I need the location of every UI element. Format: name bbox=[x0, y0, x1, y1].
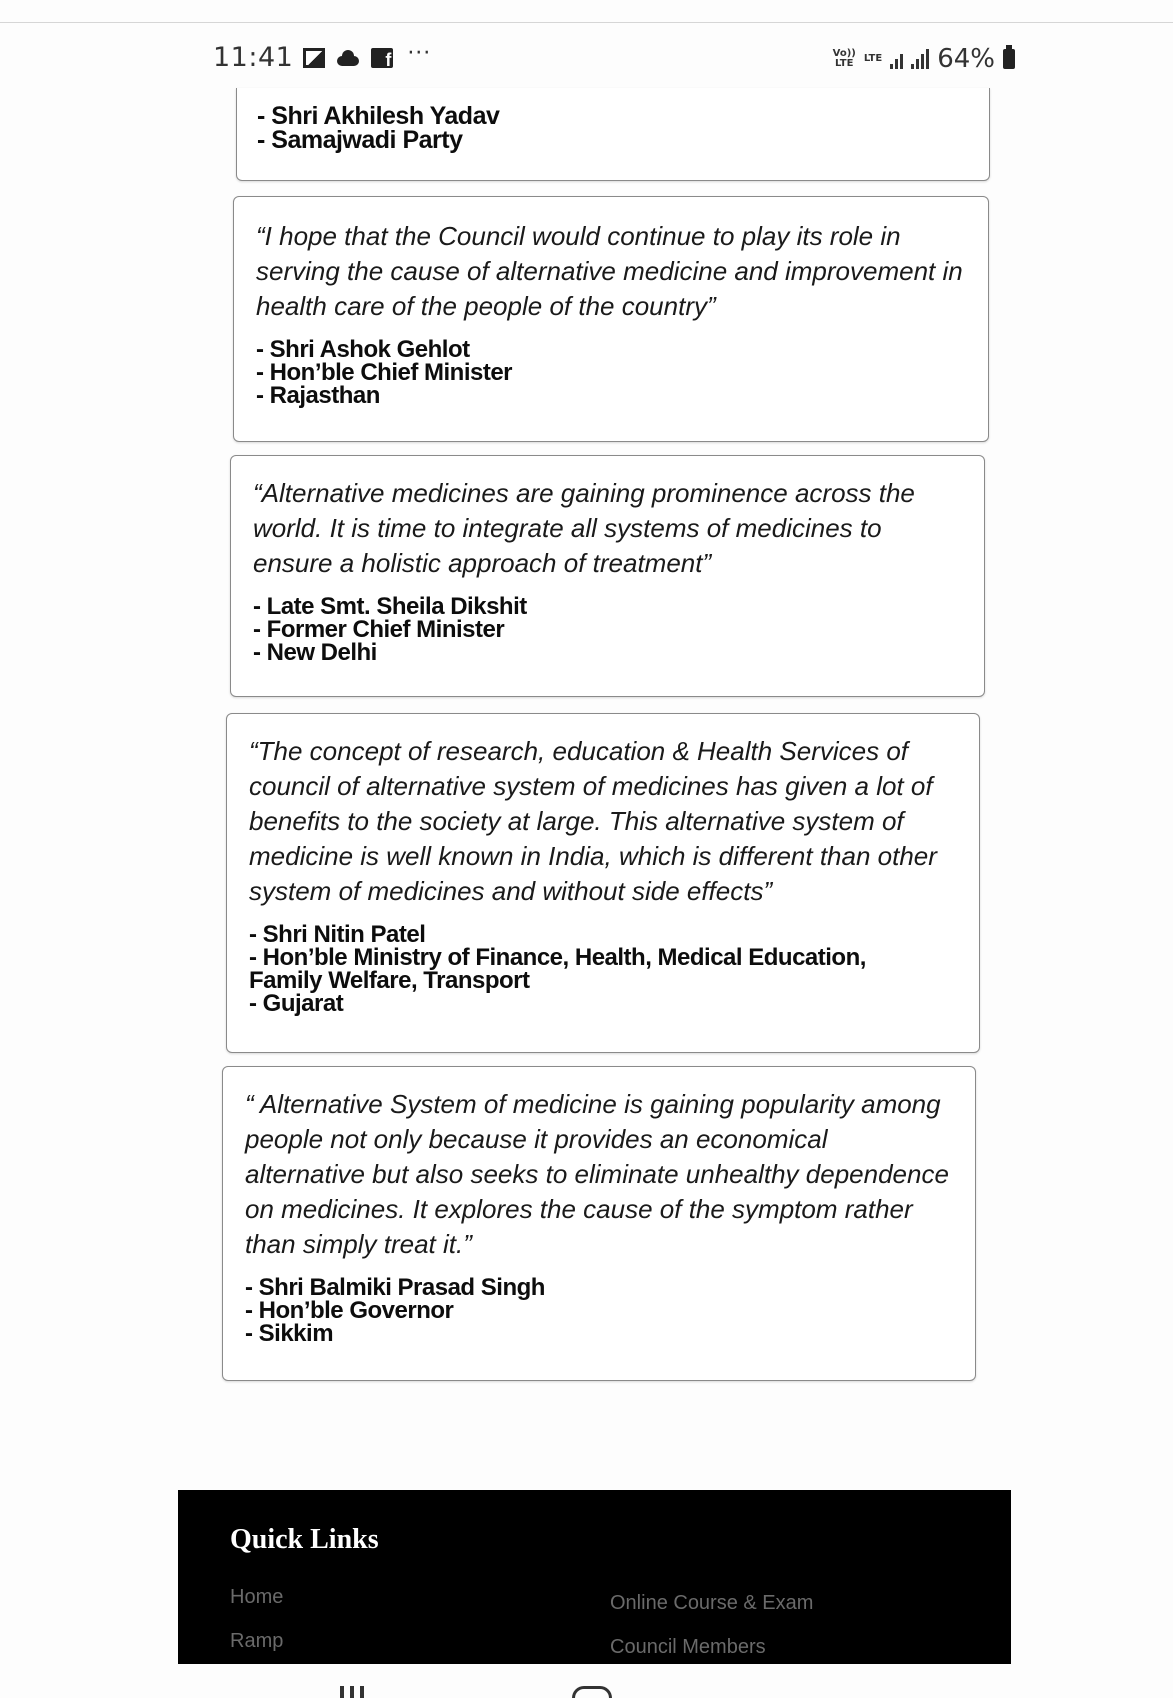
attribution-line: - New Delhi bbox=[253, 639, 377, 666]
quote-card bbox=[226, 713, 980, 1053]
footer-link-home[interactable]: Home bbox=[230, 1586, 284, 1608]
attribution-line: - Former Chief Minister bbox=[253, 616, 505, 643]
quote-text: “I hope that the Council would continue to play its role in serving the cause of alternative medicine and improvement in health care of the people of the country” bbox=[256, 221, 963, 321]
recents-icon[interactable] bbox=[340, 1686, 344, 1698]
status-left bbox=[213, 42, 431, 73]
signal-icon-2 bbox=[911, 49, 929, 69]
volte-icon bbox=[833, 49, 856, 69]
quick-links-heading: Quick Links bbox=[230, 1524, 379, 1555]
battery-percent: 64% bbox=[937, 44, 995, 74]
quote-card bbox=[236, 88, 990, 181]
footer-quick-links bbox=[178, 1490, 1011, 1664]
quote-attribution bbox=[245, 1276, 951, 1345]
gallery-icon bbox=[303, 48, 325, 68]
attribution-line: - Late Smt. Sheila Dikshit bbox=[253, 593, 527, 620]
lte-label: LTE bbox=[863, 53, 883, 64]
quote-card bbox=[233, 196, 989, 442]
quote-attribution bbox=[257, 104, 499, 152]
recents-icon-bar bbox=[350, 1686, 354, 1698]
quote-text: “Alternative medicines are gaining prominence across the world. It is time to integrate all systems of medicines to ensure a holistic approach of treatment” bbox=[253, 478, 915, 578]
attribution-line: - Shri Ashok Gehlot bbox=[256, 336, 470, 363]
attribution-line: - Gujarat bbox=[249, 990, 344, 1017]
facebook-icon: f bbox=[371, 48, 393, 68]
quote-text: “ Alternative System of medicine is gaining popularity among people not only because it provides an economical alternative but also seeks to eliminate unhealthy dependence on medicines. It explores the cause of the symptom rather than simply treat it.” bbox=[245, 1089, 949, 1259]
quote-attribution bbox=[249, 923, 957, 1015]
quote-card bbox=[230, 455, 985, 697]
quote-text: “The concept of research, education & Health Services of council of alternative system of medicines has given a lot of benefits to the society at large. This alternative system of medicine is well known in India, which is different than other system of medicines and without side effects” bbox=[249, 736, 937, 906]
footer-link-online-course-exam[interactable]: Online Course & Exam bbox=[610, 1592, 814, 1614]
attribution-line: - Hon’ble Chief Minister bbox=[256, 359, 513, 386]
status-bar bbox=[205, 40, 1015, 80]
attribution-line: - Samajwadi Party bbox=[257, 126, 463, 154]
page-edge bbox=[0, 22, 1173, 23]
volte-label-top: Vo)) bbox=[832, 48, 856, 59]
footer-link-ramp[interactable]: Ramp bbox=[230, 1630, 284, 1652]
battery-icon bbox=[1003, 49, 1015, 69]
quote-attribution bbox=[253, 595, 960, 664]
attribution-line: - Shri Akhilesh Yadav bbox=[257, 102, 500, 130]
recents-icon-bar-2 bbox=[360, 1686, 364, 1698]
attribution-line: - Rajasthan bbox=[256, 382, 380, 409]
status-time: 11:41 bbox=[213, 42, 294, 73]
footer-link-council-members[interactable]: Council Members bbox=[610, 1636, 766, 1658]
attribution-line: Family Welfare, Transport bbox=[249, 967, 530, 994]
quote-card bbox=[222, 1066, 976, 1381]
attribution-line: - Hon’ble Ministry of Finance, Health, Medical Education, bbox=[249, 944, 866, 971]
cloud-icon bbox=[335, 48, 361, 68]
attribution-line: - Shri Balmiki Prasad Singh bbox=[245, 1274, 545, 1301]
android-nav-bar bbox=[0, 1686, 1173, 1698]
attribution-line: - Shri Nitin Patel bbox=[249, 921, 426, 948]
more-icon: ··· bbox=[407, 41, 432, 66]
status-right bbox=[833, 44, 1015, 74]
attribution-line: - Hon’ble Governor bbox=[245, 1297, 454, 1324]
attribution-line: - Sikkim bbox=[245, 1320, 334, 1347]
signal-icon bbox=[890, 49, 903, 69]
volte-label-bottom: LTE bbox=[835, 58, 854, 69]
quote-attribution bbox=[256, 338, 964, 407]
home-icon[interactable] bbox=[572, 1686, 612, 1698]
